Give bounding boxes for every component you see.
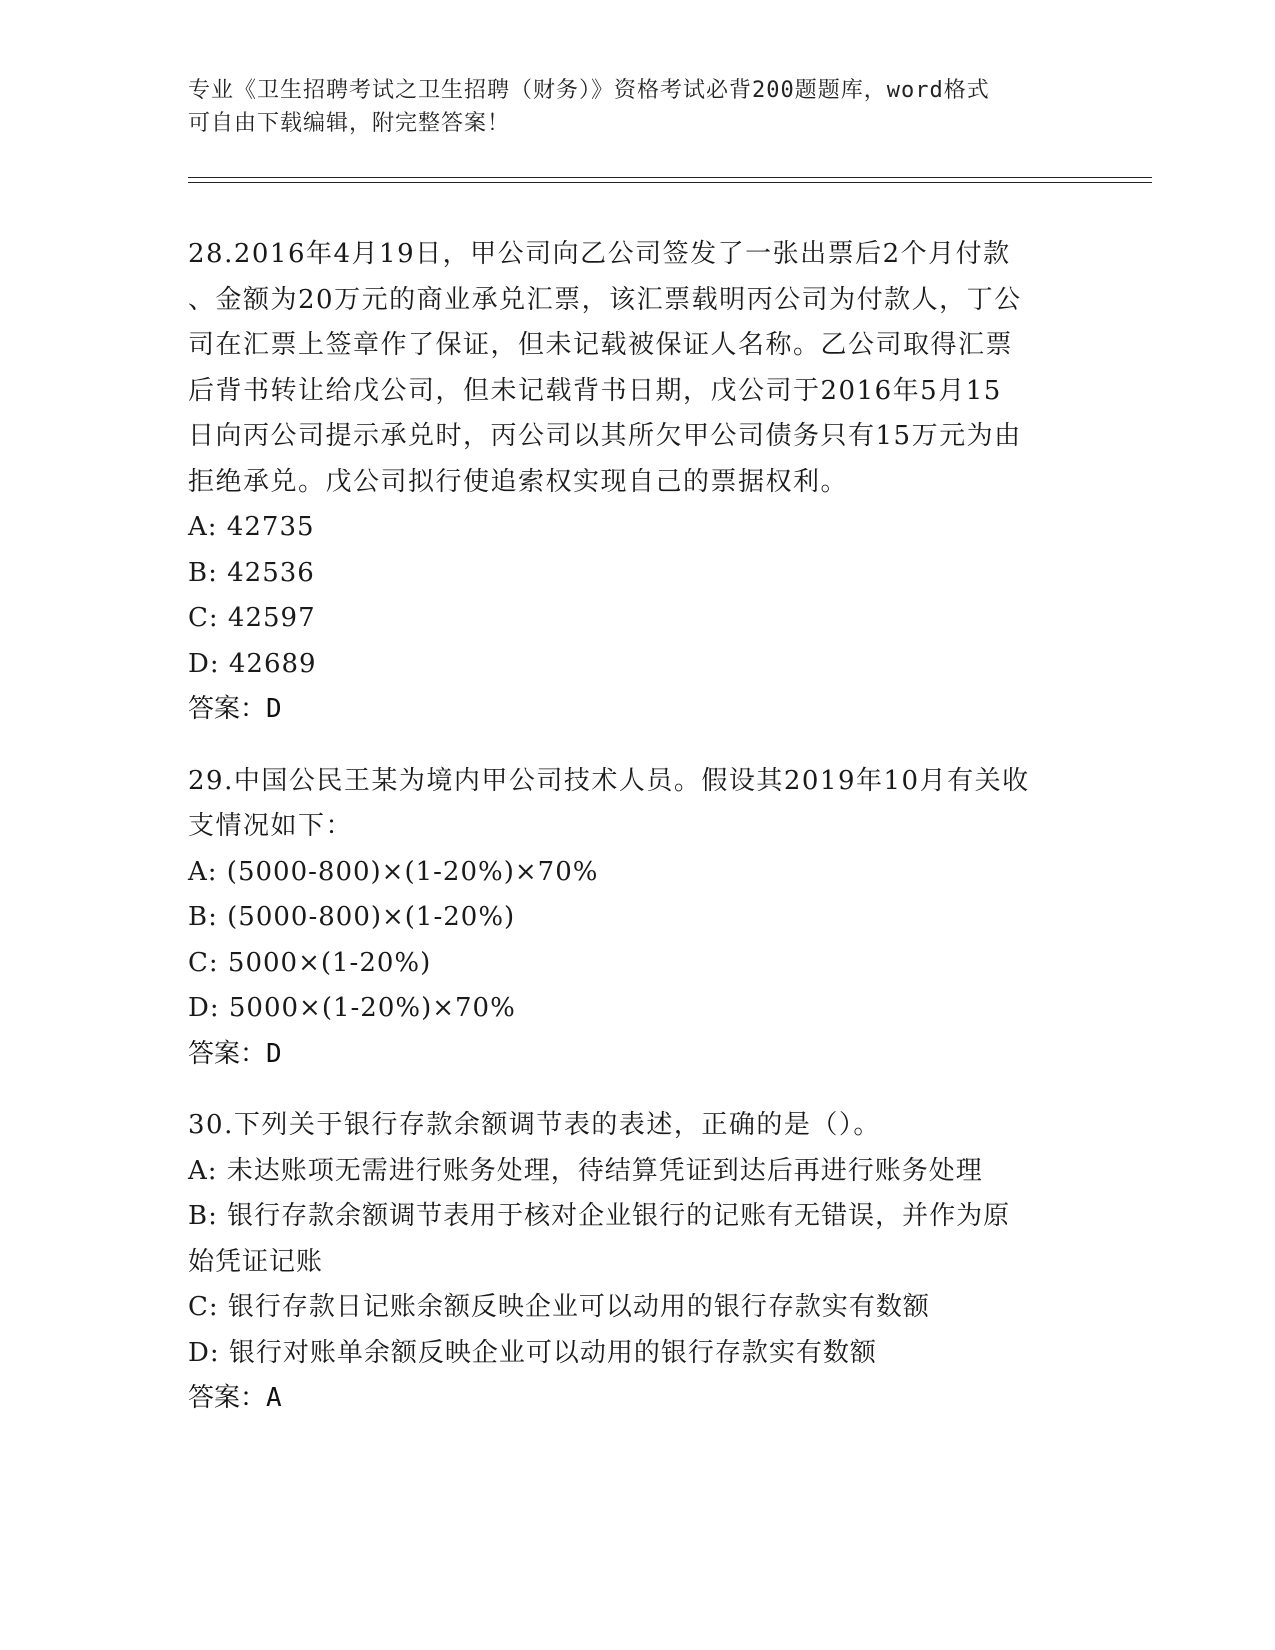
answer-line — [188, 687, 1088, 733]
option-text: 银行存款余额调节表用于核对企业银行的记账有无错误，并作为原 — [217, 1201, 1011, 1231]
option-c — [188, 941, 1088, 987]
option-letter: A: — [188, 512, 218, 542]
option-letter: D: — [188, 993, 220, 1023]
option-letter: C: — [188, 603, 219, 633]
option-letter: D: — [188, 1337, 220, 1368]
option-letter: A: — [188, 856, 218, 887]
answer-label: 答案： — [188, 1038, 267, 1069]
answer-value: D — [266, 694, 282, 724]
option-letter: C: — [188, 947, 219, 978]
stem-line: 、金额为20万元的商业承兑汇票，该汇票载明丙公司为付款人，丁公 — [188, 284, 1022, 315]
option-text: 银行对账单余额反映企业可以动用的银行存款实有数额 — [219, 1337, 877, 1368]
question-list — [188, 232, 1088, 1448]
option-a — [188, 850, 1088, 896]
stem-line: 日向丙公司提示承兑时，丙公司以其所欠甲公司债务只有15万元为由 — [188, 421, 1022, 451]
answer-line — [188, 1032, 1088, 1078]
option-letter: B: — [188, 902, 218, 932]
option-letter: A: — [188, 1155, 218, 1186]
option-text: (5000-800)×(1-20%)×70% — [217, 856, 599, 887]
option-letter: D: — [188, 648, 220, 679]
option-d — [188, 642, 1088, 688]
option-c — [188, 1285, 1088, 1331]
answer-value: A — [266, 1383, 282, 1413]
answer-value: D — [266, 1038, 282, 1069]
option-text: 5000×(1-20%) — [218, 947, 432, 978]
document-header — [188, 74, 1068, 140]
option-a — [188, 1149, 1088, 1195]
option-d — [188, 986, 1088, 1032]
option-text: 银行存款日记账余额反映企业可以动用的银行存款实有数额 — [218, 1292, 930, 1322]
option-b — [188, 895, 1088, 941]
question-28 — [188, 232, 1088, 733]
question-30 — [188, 1103, 1088, 1422]
option-b — [188, 1194, 1088, 1240]
option-text: 42536 — [217, 557, 315, 588]
stem-line: 28.2016年4月19日，甲公司向乙公司签发了一张出票后2个月付款 — [188, 239, 1011, 269]
header-rule-bottom — [188, 182, 1152, 183]
header-rule-top — [188, 177, 1152, 178]
option-letter: C: — [188, 1292, 219, 1322]
option-a — [188, 505, 1088, 551]
option-text: 未达账项无需进行账务处理，待结算凭证到达后再进行账务处理 — [217, 1155, 983, 1186]
stem-line: 司在汇票上签章作了保证，但未记载被保证人名称。乙公司取得汇票 — [188, 330, 1014, 360]
stem-line: 29.中国公民王某为境内甲公司技术人员。假设其2019年10月有关收 — [188, 765, 1030, 796]
option-text: (5000-800)×(1-20%) — [217, 902, 516, 932]
stem-line: 30.下列关于银行存款余额调节表的表述，正确的是（）。 — [188, 1110, 881, 1140]
question-stem — [188, 759, 1088, 850]
option-text: 42689 — [219, 648, 317, 679]
option-d — [188, 1331, 1088, 1377]
answer-label: 答案： — [188, 694, 267, 724]
option-letter: B: — [188, 1201, 218, 1231]
option-text: 5000×(1-20%)×70% — [219, 993, 516, 1023]
option-b-continued: 始凭证记账 — [188, 1246, 324, 1277]
stem-line: 拒绝承兑。戊公司拟行使追索权实现自己的票据权利。 — [188, 466, 849, 497]
option-letter: B: — [188, 557, 218, 588]
question-stem — [188, 232, 1088, 505]
answer-line — [188, 1376, 1088, 1422]
option-c — [188, 596, 1088, 642]
stem-line: 支情况如下： — [188, 811, 354, 841]
answer-label: 答案： — [188, 1383, 267, 1413]
header-line-2: 可自由下载编辑，附完整答案！ — [188, 111, 511, 136]
option-text: 42597 — [218, 603, 316, 633]
question-stem — [188, 1103, 1088, 1149]
stem-line: 后背书转让给戊公司，但未记载背书日期，戊公司于2016年5月15 — [188, 375, 1002, 406]
option-text: 42735 — [217, 512, 315, 542]
header-line-1: 专业《卫生招聘考试之卫生招聘（财务）》资格考试必背200题题库，word格式 — [188, 78, 990, 103]
question-29 — [188, 759, 1088, 1078]
option-b — [188, 551, 1088, 597]
